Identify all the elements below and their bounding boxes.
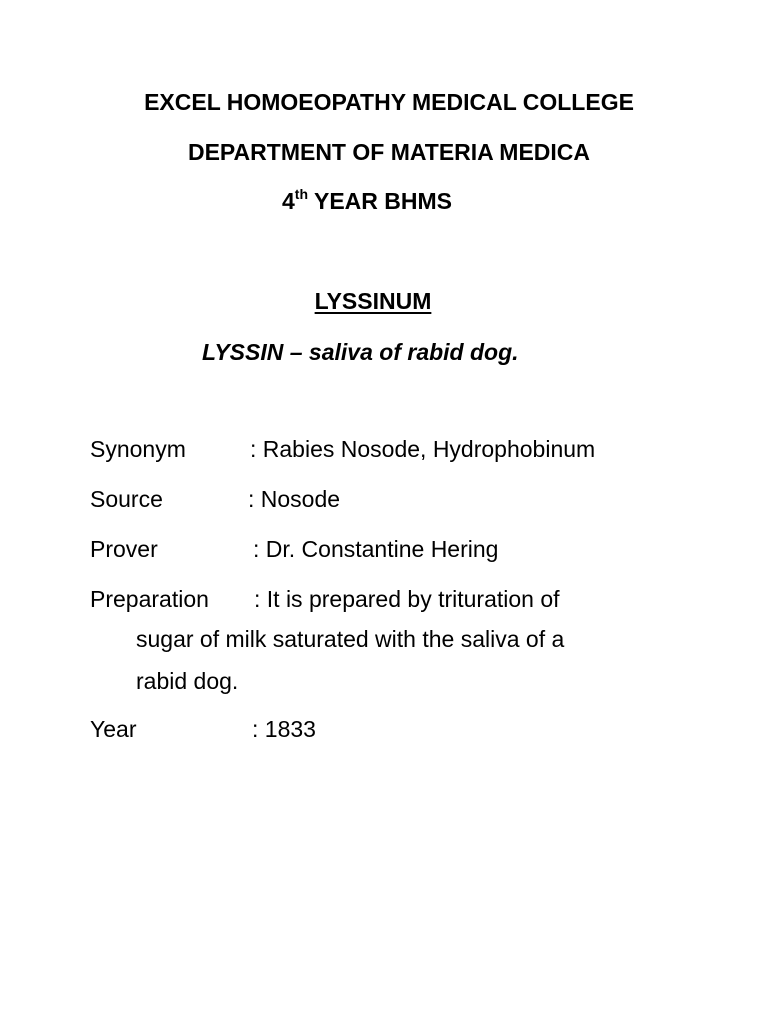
year-label: Year xyxy=(90,716,137,742)
source-label: Source xyxy=(90,486,163,512)
college-name: EXCEL HOMOEOPATHY MEDICAL COLLEGE xyxy=(144,89,634,115)
synonym-row xyxy=(90,436,596,462)
year-ordinal-suffix: th xyxy=(294,186,309,202)
preparation-continuation-2: rabid dog. xyxy=(136,668,239,694)
prover-row xyxy=(90,536,499,562)
synonym-value: : Rabies Nosode, Hydrophobinum xyxy=(250,436,596,462)
preparation-row xyxy=(90,586,560,612)
department-name: DEPARTMENT OF MATERIA MEDICA xyxy=(187,139,591,165)
remedy-subtitle: LYSSIN – saliva of rabid dog. xyxy=(202,339,519,365)
prover-value: : Dr. Constantine Hering xyxy=(253,536,499,562)
year-row xyxy=(90,716,316,742)
preparation-continuation-1: sugar of milk saturated with the saliva of a xyxy=(136,626,565,652)
remedy-title: LYSSINUM xyxy=(314,288,432,314)
year-number: 4 xyxy=(282,188,295,214)
year-value: : 1833 xyxy=(252,716,316,742)
synonym-label: Synonym xyxy=(90,436,186,462)
preparation-value: : It is prepared by trituration of xyxy=(254,586,560,612)
source-value: : Nosode xyxy=(248,486,341,512)
preparation-label: Preparation xyxy=(90,586,209,612)
year-course-text: YEAR BHMS xyxy=(308,188,453,214)
source-row xyxy=(90,486,341,512)
course-year xyxy=(282,186,453,214)
prover-label: Prover xyxy=(90,536,158,562)
